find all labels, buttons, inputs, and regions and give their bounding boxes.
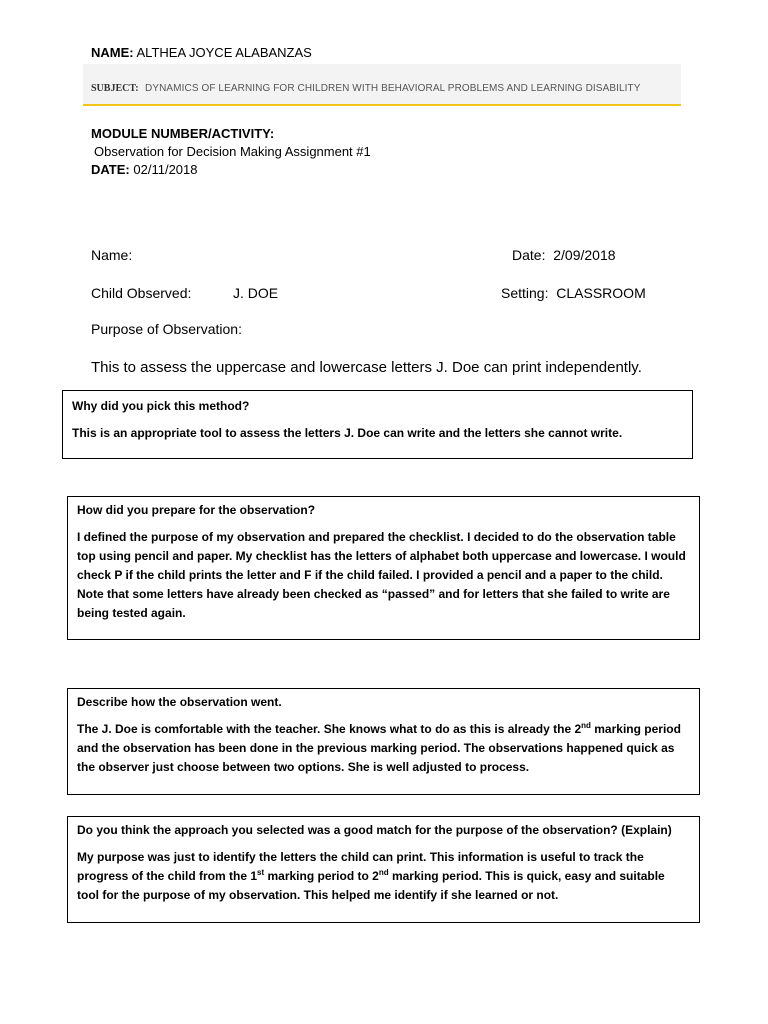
ordinal-suffix: nd — [581, 721, 591, 730]
name-label: NAME: — [91, 45, 134, 60]
form-name-label: Name: — [91, 247, 133, 263]
section-answer: I defined the purpose of my observation and prepared the checklist. I decided to do the observation table top using pencil and paper. My checklist has the letters of alphabet both uppercase and lowercase. I would check P if the child prints the letter and F if the child failed. I provided a pencil and a paper to the child. Note that some letters have already been checked as “passed” and for letters that she failed to write are being tested again. — [77, 530, 686, 620]
section-answer — [77, 720, 690, 777]
assignment-date-line — [91, 162, 198, 177]
section-observation-box — [67, 688, 700, 795]
child-observed-label: Child Observed: — [91, 285, 192, 301]
answer-text: marking period. This is quick, easy and suitable tool for the purpose of my observation. This helped me identify if she learned or not. — [77, 869, 665, 902]
section-question: Do you think the approach you selected was a good match for the purpose of the observation? (Explain) — [77, 823, 672, 837]
setting-value: CLASSROOM — [556, 285, 646, 301]
ordinal-suffix: nd — [378, 868, 389, 877]
setting — [501, 285, 646, 301]
form-date — [512, 247, 616, 263]
section-question: Describe how the observation went. — [77, 695, 282, 709]
date-label: DATE: — [91, 162, 130, 177]
student-name-line — [91, 45, 312, 60]
assignment-date: 02/11/2018 — [133, 162, 198, 177]
module-label: MODULE NUMBER/ACTIVITY: — [91, 126, 275, 141]
subject-label: SUBJECT: — [91, 83, 139, 94]
section-question: Why did you pick this method? — [72, 399, 250, 413]
answer-text: My purpose was just to identify the letters the child can print. This information is useful to track the progress of the child from the 1 — [77, 850, 644, 883]
purpose-label: Purpose of Observation: — [91, 321, 242, 337]
student-name: ALTHEA JOYCE ALABANZAS — [136, 45, 312, 60]
setting-label: Setting: — [501, 285, 549, 301]
section-method-box — [62, 390, 693, 459]
answer-text: The J. Doe is comfortable with the teacher. She knows what to do as this is already the 2 — [77, 722, 582, 736]
ordinal-suffix: st — [257, 868, 265, 877]
module-activity: Observation for Decision Making Assignment #1 — [94, 144, 371, 159]
form-date-label: Date: — [512, 247, 546, 263]
subject-value: DYNAMICS OF LEARNING FOR CHILDREN WITH BEHAVIORAL PROBLEMS AND LEARNING DISABILITY — [145, 83, 641, 94]
section-approach-box — [67, 816, 700, 923]
section-preparation-box — [67, 496, 700, 640]
child-observed-value: J. DOE — [233, 285, 279, 301]
subject-bar — [83, 64, 681, 106]
section-question: How did you prepare for the observation? — [77, 503, 316, 517]
answer-text: marking period to 2 — [264, 869, 379, 883]
form-date-value: 2/09/2018 — [553, 247, 616, 263]
answer-text: marking period and the observation has been done in the previous marking period. The observations happened quick as the observer just choose between two options. She is well adjusted to process. — [77, 722, 681, 774]
purpose-statement: This to assess the uppercase and lowercase letters J. Doe can print independently. — [91, 359, 642, 376]
section-answer: This is an appropriate tool to assess the letters J. Doe can write and the letters she cannot write. — [72, 426, 623, 440]
section-answer — [77, 848, 690, 905]
